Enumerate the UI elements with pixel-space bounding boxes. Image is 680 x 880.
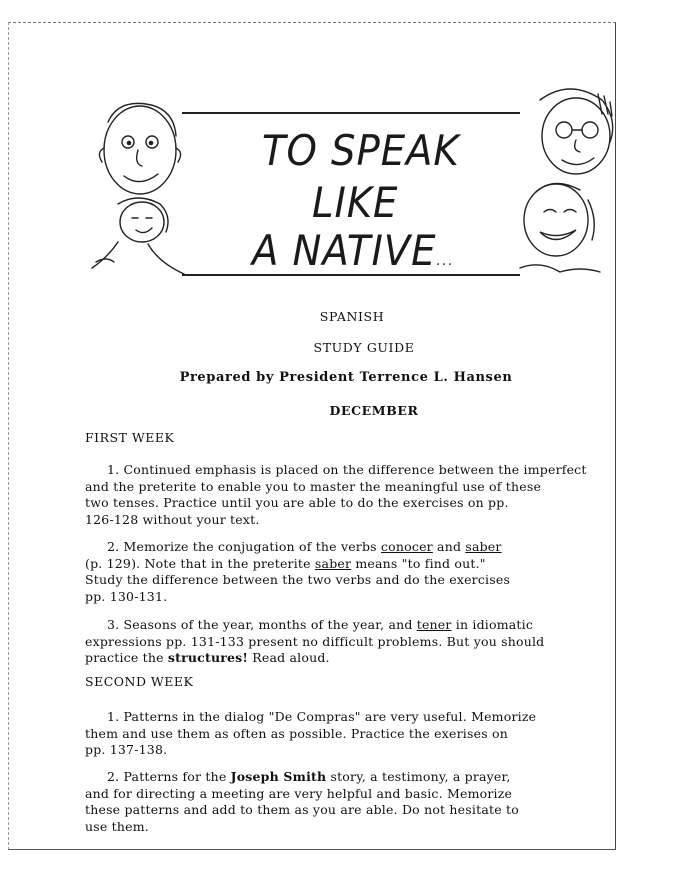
- first-week-item-3: [85, 617, 615, 667]
- text-run: (p. 129). Note that in the preterite: [85, 555, 315, 571]
- text-run: 2. Patterns for the: [107, 769, 231, 784]
- text-run: 3. Seasons of the year, months of the year, and: [107, 617, 417, 632]
- title-line-1: TO SPEAK: [262, 126, 460, 175]
- month-heading: DECEMBER: [329, 403, 419, 418]
- title-line-2: LIKE: [312, 178, 399, 227]
- cartoon-face-right-illustration: [510, 80, 620, 280]
- first-week-item-1: [85, 462, 615, 528]
- verb-conocer: conocer: [380, 539, 433, 554]
- verb-saber-preterite: saber: [314, 555, 352, 571]
- prepared-by-line: Prepared by President Terrence L. Hansen: [179, 370, 513, 385]
- document-type: STUDY GUIDE: [313, 340, 415, 355]
- first-week-item-2: [85, 539, 615, 605]
- paragraph-line: [85, 617, 615, 634]
- text-run: and: [432, 539, 466, 554]
- paragraph-line: expressions pp. 131-133 present no difficult problems. But you should: [85, 633, 545, 649]
- second-week-heading: SECOND WEEK: [85, 674, 194, 689]
- paragraph-line: [85, 769, 615, 786]
- second-week-item-1: [85, 709, 615, 759]
- joseph-smith-name: Joseph Smith: [230, 769, 327, 784]
- paragraph-line: them and use them as often as possible. Practice the exerises on: [85, 725, 508, 741]
- paragraph-line: pp. 137-138.: [85, 742, 168, 758]
- paragraph-line: and the preterite to enable you to master the meaningful use of these: [85, 478, 542, 494]
- text-run: means "to find out.": [351, 555, 486, 571]
- emphasis-structures: structures!: [167, 650, 249, 666]
- verb-tener: tener: [416, 617, 452, 632]
- paragraph-line: use them.: [85, 818, 149, 834]
- text-run: 2. Memorize the conjugation of the verbs: [107, 539, 381, 554]
- paragraph-line: and for directing a meeting are very helpful and basic. Memorize: [85, 785, 513, 801]
- first-week-heading: FIRST WEEK: [85, 430, 175, 445]
- paragraph-line: [85, 556, 615, 573]
- text-run: Read aloud.: [248, 650, 330, 666]
- title-line-3: [252, 226, 454, 275]
- subject-heading: SPANISH: [319, 309, 385, 324]
- title-trailing-dots: ...: [436, 253, 455, 269]
- text-run: story, a testimony, a prayer,: [326, 769, 511, 784]
- paragraph-line: 126-128 without your text.: [85, 511, 260, 527]
- paragraph-line: 1. Patterns in the dialog "De Compras" are very useful. Memorize: [107, 709, 537, 724]
- paragraph-line: pp. 130-131.: [85, 588, 168, 604]
- second-week-item-2: [85, 769, 615, 835]
- paragraph-line: two tenses. Practice until you are able to do the exercises on pp.: [85, 495, 509, 511]
- paragraph-line: these patterns and add to them as you are able. Do not hesitate to: [85, 802, 519, 818]
- verb-saber: saber: [465, 539, 502, 554]
- title-line-3-text: A NATIVE: [252, 226, 437, 275]
- text-run: in idiomatic: [451, 617, 534, 632]
- paragraph-line: [85, 539, 615, 556]
- paragraph-line: Study the difference between the two verbs and do the exercises: [85, 572, 511, 588]
- paragraph-line: [85, 650, 615, 667]
- paragraph-line: 1. Continued emphasis is placed on the difference between the imperfect: [107, 462, 587, 477]
- text-run: practice the: [85, 650, 168, 666]
